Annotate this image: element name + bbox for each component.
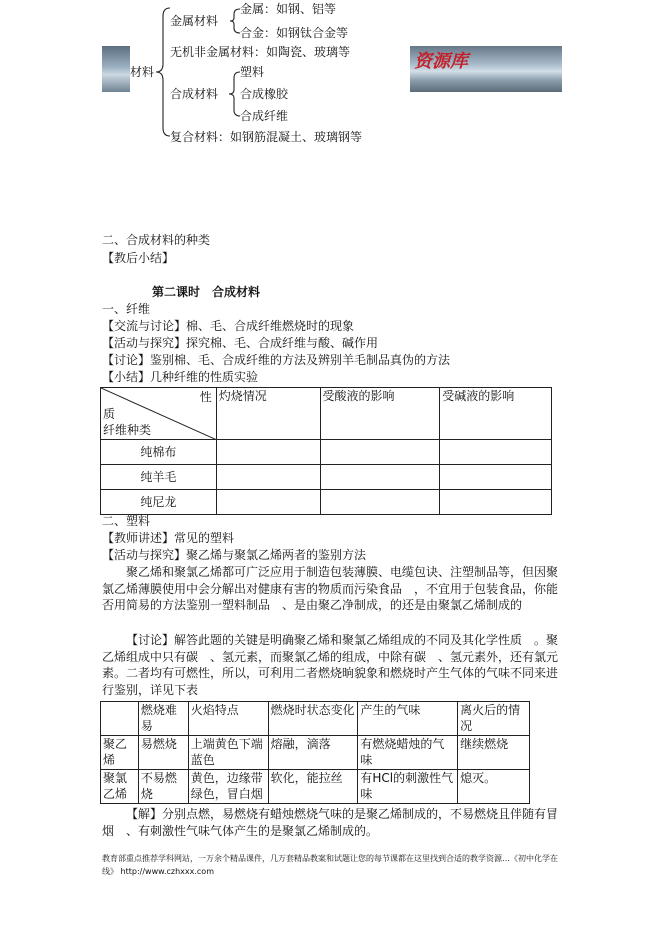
fiber-name-cell: 纯棉布 bbox=[101, 440, 217, 465]
tree-metal-item-2: 合金：如钢钛合金等 bbox=[240, 26, 349, 40]
fiber-property-table bbox=[100, 387, 552, 515]
metal-brace bbox=[230, 9, 240, 33]
footer-text: 教育部重点推荐学科网站，一万余个精品课件，几万套精品教案和试题让您的每节课都在这里找到合适的教学资源…《初中化学在线》 bbox=[102, 854, 558, 876]
fiber-line-2: 【活动与探究】探究棉、毛、合成纤维与酸、碱作用 bbox=[102, 336, 379, 350]
table-cell: 熔融，滴落 bbox=[268, 736, 358, 770]
table-cell: 有燃烧蜡烛的气味 bbox=[358, 736, 458, 770]
footer-link[interactable]: http://www.czhxxx.com bbox=[120, 867, 214, 876]
data-cell bbox=[216, 465, 320, 490]
plastic-heading: 二、塑料 bbox=[102, 514, 151, 528]
data-cell bbox=[216, 440, 320, 465]
table-row bbox=[101, 465, 552, 490]
synthetic-brace bbox=[229, 72, 240, 116]
tree-inorganic: 无机非金属材料：如陶瓷、玻璃等 bbox=[170, 45, 351, 59]
after-class-summary: 【教后小结】 bbox=[102, 251, 175, 265]
data-cell bbox=[320, 440, 440, 465]
header-cell: 火焰特点 bbox=[188, 702, 268, 736]
table-cell: 熄灭。 bbox=[458, 770, 530, 804]
tree-metal-item-1: 金属：如钢、铝等 bbox=[240, 2, 337, 16]
plastic-line-2: 【活动与探究】聚乙烯与聚氯乙烯两者的鉴别方法 bbox=[102, 548, 367, 562]
header-cell: 产生的气味 bbox=[358, 702, 458, 736]
header-cell: 灼烧情况 bbox=[216, 388, 320, 440]
header-cell: 离火后的情况 bbox=[458, 702, 530, 736]
data-cell bbox=[440, 465, 552, 490]
corner-label-bottom: 纤维种类 bbox=[103, 423, 152, 437]
table-cell: 继续燃烧 bbox=[458, 736, 530, 770]
tree-root: 材料 bbox=[130, 65, 155, 79]
table-row bbox=[101, 770, 530, 804]
fiber-name-cell: 纯尼龙 bbox=[101, 490, 217, 515]
table-row bbox=[101, 736, 530, 770]
tree-synthetic-label: 合成材料 bbox=[170, 87, 219, 101]
data-cell bbox=[440, 440, 552, 465]
table-cell: 聚乙烯 bbox=[101, 736, 139, 770]
data-cell bbox=[320, 465, 440, 490]
tree-synthetic-item-2: 合成橡胶 bbox=[240, 87, 289, 101]
main-brace bbox=[156, 8, 170, 136]
header-cell: 燃烧时状态变化 bbox=[268, 702, 358, 736]
table-row bbox=[101, 490, 552, 515]
plastic-paragraph-2: 【讨论】解答此题的关键是明确聚乙烯和聚氯乙烯组成的不同及其化学性质 。聚乙烯组成中只有碳 、氢元素，而聚氯乙烯的组成，中除有碳 、氢元素外，还有氯元素。二者均有可燃性，所以，可利用二者燃烧晌貌象和燃烧时产生气体的气味不同来进行鉴别，详见下表 bbox=[102, 633, 559, 697]
tree-braces bbox=[0, 0, 661, 150]
header-cell: 受酸液的影响 bbox=[320, 388, 440, 440]
table-cell: 黄色，边缘带绿色，冒白烟 bbox=[188, 770, 268, 804]
tree-metal-label: 金属材料 bbox=[170, 14, 219, 28]
table-cell: 上端黄色下端蓝色 bbox=[188, 736, 268, 770]
plastic-comparison-table bbox=[100, 701, 530, 804]
header-cell: 受碱液的影响 bbox=[440, 388, 552, 440]
fiber-line-4: 【小结】几种纤维的性质实验 bbox=[102, 370, 259, 384]
data-cell bbox=[440, 490, 552, 515]
header-cell bbox=[101, 702, 139, 736]
tree-synthetic-item-1: 塑料 bbox=[240, 65, 265, 79]
header-cell: 燃烧难易 bbox=[138, 702, 188, 736]
fiber-name-cell: 纯羊毛 bbox=[101, 465, 217, 490]
tree-composite: 复合材料：如钢筋混凝土、玻璃钢等 bbox=[170, 130, 363, 144]
plastic-line-1: 【教师讲述】常见的塑料 bbox=[102, 531, 235, 545]
table-row bbox=[101, 702, 530, 736]
fiber-line-3: 【讨论】鉴别棉、毛、合成纤维的方法及辨别羊毛制品真伪的方法 bbox=[102, 353, 451, 367]
fiber-line-1: 【交流与讨论】棉、毛、合成纤维燃烧时的现象 bbox=[102, 319, 355, 333]
corner-cell bbox=[101, 388, 217, 440]
fiber-heading: 一、纤维 bbox=[102, 302, 151, 316]
plastic-paragraph-1: 聚乙烯和聚氯乙烯都可广泛应用于制造包装薄膜、电缆包诀、注塑制品等，但因聚氯乙烯薄膜使用中会分解出对健康有害的物质而污染食品 ，不宜用于包装食品，你能否用简易的方法鉴别一塑料制品 、是由聚乙净制成，的还是由聚氯乙烯制成的 bbox=[102, 565, 559, 612]
data-cell bbox=[320, 490, 440, 515]
table-cell: 不易燃烧 bbox=[138, 770, 188, 804]
data-cell bbox=[216, 490, 320, 515]
table-row bbox=[101, 440, 552, 465]
corner-label-top: 性 bbox=[199, 390, 212, 404]
table-cell: 易燃烧 bbox=[138, 736, 188, 770]
table-cell: 聚氯乙烯 bbox=[101, 770, 139, 804]
section-synthetic-types: 二、合成材料的种类 bbox=[102, 233, 211, 247]
table-cell: 软化，能拉丝 bbox=[268, 770, 358, 804]
lesson-title: 第二课时 合成材料 bbox=[152, 285, 261, 299]
table-cell: 有HCl的刺激性气味 bbox=[358, 770, 458, 804]
table-row bbox=[101, 388, 552, 440]
banner-title: 资源库 bbox=[414, 51, 468, 72]
tree-synthetic-item-3: 合成纤维 bbox=[240, 109, 289, 123]
footer bbox=[102, 852, 572, 878]
corner-label-mid: 质 bbox=[103, 407, 116, 421]
solution-paragraph: 【解】分别点燃，易燃烧有蜡烛燃烧气味的是聚乙烯制成的，不易燃烧且伴随有冒烟 、有刺激性气味气体产生的是聚氯乙烯制成的。 bbox=[102, 807, 559, 838]
